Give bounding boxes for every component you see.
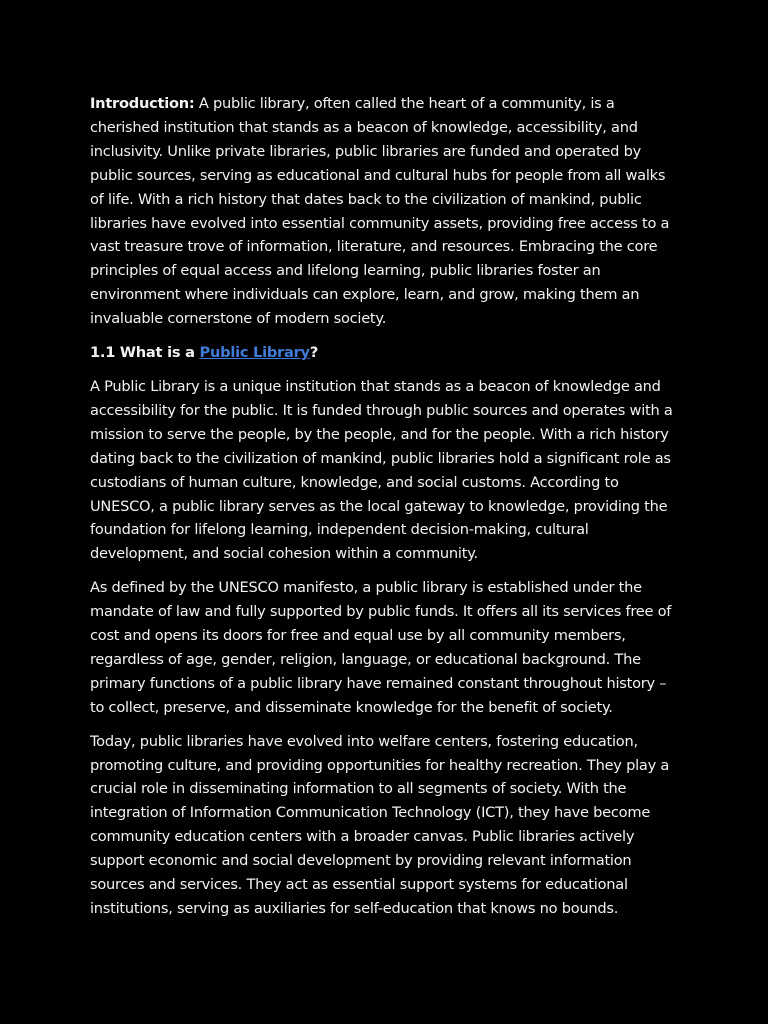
intro-paragraph: [90, 92, 680, 331]
intro-lead: Introduction:: [90, 95, 195, 112]
intro-text: A public library, often called the heart of a community, is a cherished institution that stands as a beacon of knowledge, accessibility, and inclusivity. Unlike private libraries, public libraries are funded and operated by public sources, serving as educational and cultural hubs for people from all walks of life. With a rich history that dates back to the civilization of mankind, public libraries have evolved into essential community assets, providing free access to a vast treasure trove of information, literature, and resources. Embracing the core principles of equal access and lifelong learning, public libraries foster an environment where individuals can explore, learn, and grow, making them an invaluable cornerstone of modern society.: [90, 95, 670, 328]
document-page: [90, 92, 680, 931]
body-paragraph-3: Today, public libraries have evolved into welfare centers, fostering education, promoting culture, and providing opportunities for healthy recreation. They play a crucial role in disseminating information to all segments of society. With the integration of Information Communication Technology (ICT), they have become community education centers with a broader canvas. Public libraries actively support economic and social development by providing relevant information sources and services. They act as essential support systems for educational institutions, serving as auxiliaries for self-education that knows no bounds.: [90, 732, 670, 917]
body-paragraph-1: A Public Library is a unique institution that stands as a beacon of knowledge and accessibility for the public. It is funded through public sources and operates with a mission to serve the people, by the people, and for the people. With a rich history dating back to the civilization of mankind, public libraries hold a significant role as custodians of human culture, knowledge, and social customs. According to UNESCO, a public library serves as the local gateway to knowledge, providing the foundation for lifelong learning, independent decision-making, cultural development, and social cohesion within a community.: [90, 377, 673, 563]
body-paragraph-2: As defined by the UNESCO manifesto, a public library is established under the mandate of law and fully supported by public funds. It offers all its services free of cost and opens its doors for free and equal use by all community members, regardless of age, gender, religion, language, or educational background. The primary functions of a public library have remained constant throughout history – to collect, preserve, and disseminate knowledge for the benefit of society.: [90, 579, 672, 716]
section-heading: [90, 341, 680, 365]
section-heading-prefix: 1.1 What is a: [90, 344, 200, 362]
public-library-link[interactable]: Public Library: [199, 344, 310, 362]
section-heading-suffix: ?: [309, 344, 319, 362]
